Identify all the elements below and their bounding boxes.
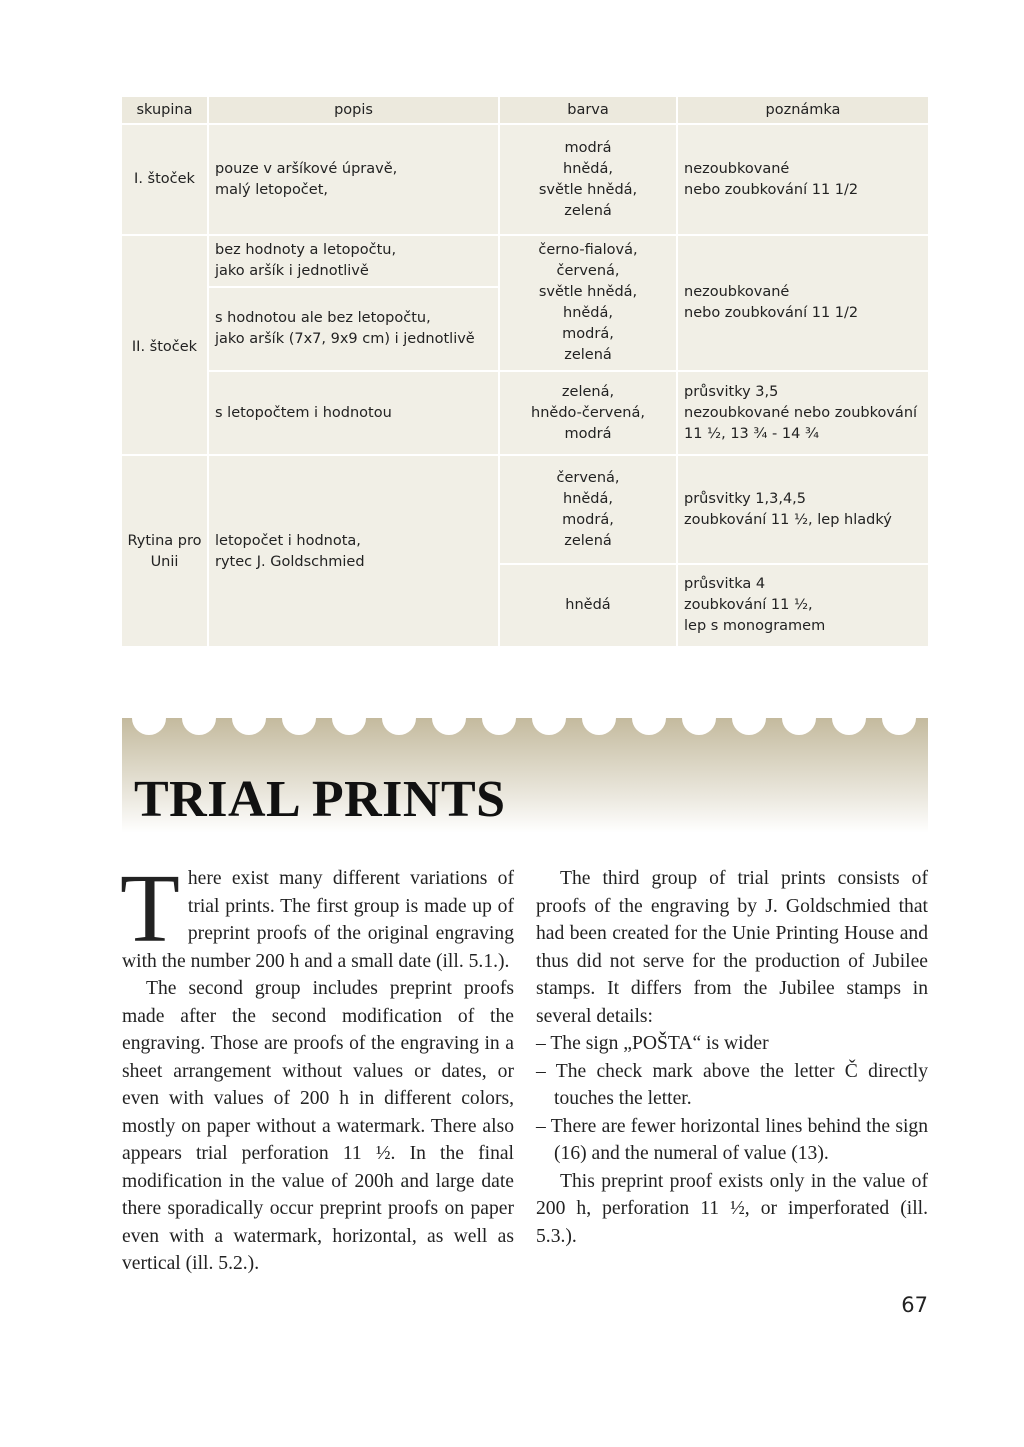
header-skupina: skupina: [136, 101, 193, 118]
g2-popis-c: s letopočtem i hodnotou: [215, 404, 392, 421]
left-paragraph-1: There exist many different variations of trial prints. The first group is made up of preprint proofs of the original engraving with the number 200 h and a small date (ill. 5.1.).: [120, 855, 514, 972]
perforation-dot: [882, 718, 916, 735]
left-paragraph-2: The second group includes preprint proofs made after the second modification of the engraving. Those are proofs of the engraving in a sheet arrangement without values or dates, or even with values of 200 h in different colors, mostly on paper without a watermark. There also appears trial perforation 11 ½. In the final modification in the value of 200h and large date there sporadically occur preprint proofs on paper even with a watermark, horizontal, as well as vertical (ill. 5.2.).: [122, 978, 514, 1274]
perforation-dot: [632, 718, 666, 735]
perforation-dot: [732, 718, 766, 735]
g3-poznamka-a: průsvitky 1,3,4,5 zoubkování 11 ½, lep hladký: [684, 490, 892, 528]
perforation-dot: [182, 718, 216, 735]
perforation-dot: [532, 718, 566, 735]
g1-poznamka: nezoubkované nebo zoubkování 11 1/2: [684, 160, 859, 198]
perforation-dot: [682, 718, 716, 735]
perforation-dot: [232, 718, 266, 735]
header-barva: barva: [567, 101, 609, 118]
perforation-dot: [332, 718, 366, 735]
right-column: [536, 865, 928, 1250]
section-banner: [122, 718, 928, 833]
g2-skupina: II. štoček: [131, 338, 198, 355]
g3-skupina: Rytina pro Unii: [127, 533, 202, 570]
g2-popis-b: s hodnotou ale bez letopočtu, jako aršík (7x7, 9x9 cm) i jednotlivě: [215, 310, 475, 347]
g3-popis: letopočet i hodnota, rytec J. Goldschmied: [215, 533, 365, 570]
g1-barva: modrá hnědá, světle hnědá, zelená: [538, 139, 638, 219]
g2-barva-ab: černo-fialová, červená, světle hnědá, hnědá, modrá, zelená: [538, 242, 638, 363]
page-number: 67: [901, 1293, 928, 1317]
left-column: [120, 855, 514, 1278]
perforation-dot: [282, 718, 316, 735]
header-poznamka: poznámka: [765, 101, 841, 118]
g3-poznamka-b: průsvitka 4 zoubkování 11 ½, lep s monogramem: [684, 576, 826, 634]
g2-poznamka-ab: nezoubkované nebo zoubkování 11 1/2: [684, 284, 859, 321]
perforation-dot: [432, 718, 466, 735]
perforation-dot: [482, 718, 516, 735]
g2-popis-a: bez hodnoty a letopočtu, jako aršík i jednotlivě: [215, 242, 397, 279]
perforation-dot: [132, 718, 166, 735]
g3-barva-b: hnědá: [565, 597, 611, 613]
right-paragraph-2: This preprint proof exists only in the value of 200 h, perforation 11 ½, or imperforated (ill. 5.3.).: [536, 1170, 928, 1247]
g1-popis: pouze v aršíkové úpravě, malý letopočet,: [215, 160, 398, 198]
perforation-dot: [782, 718, 816, 735]
g2-barva-c: zelená, hnědo-červená, modrá: [531, 383, 645, 442]
stamp-variants-table: [122, 97, 928, 646]
list-item: – There are fewer horizontal lines behind the sign (16) and the numeral of value (13).: [536, 1115, 928, 1164]
drop-cap: T: [120, 855, 180, 963]
list-item: – The check mark above the letter Č directly touches the letter.: [536, 1060, 928, 1109]
g1-skupina: I. štoček: [134, 171, 195, 187]
g2-poznamka-c: průsvitky 3,5 nezoubkované nebo zoubkování 11 ½, 13 ¾ - 14 ¾: [684, 383, 918, 442]
section-title: TRIAL PRINTS: [134, 771, 506, 828]
perforation-dot: [582, 718, 616, 735]
perforation-dot: [382, 718, 416, 735]
perforation-dot: [832, 718, 866, 735]
g3-barva-a: červená, hnědá, modrá, zelená: [556, 469, 620, 549]
right-paragraph-1: The third group of trial prints consists of proofs of the engraving by J. Goldschmied that had been created for the Unie Printing House and thus did not serve for the production of Jubilee stamps. It differs from the Jubilee stamps in several details:: [536, 868, 928, 1027]
list-item: – The sign „POŠTA“ is wider: [536, 1033, 769, 1054]
header-popis: popis: [334, 101, 373, 118]
